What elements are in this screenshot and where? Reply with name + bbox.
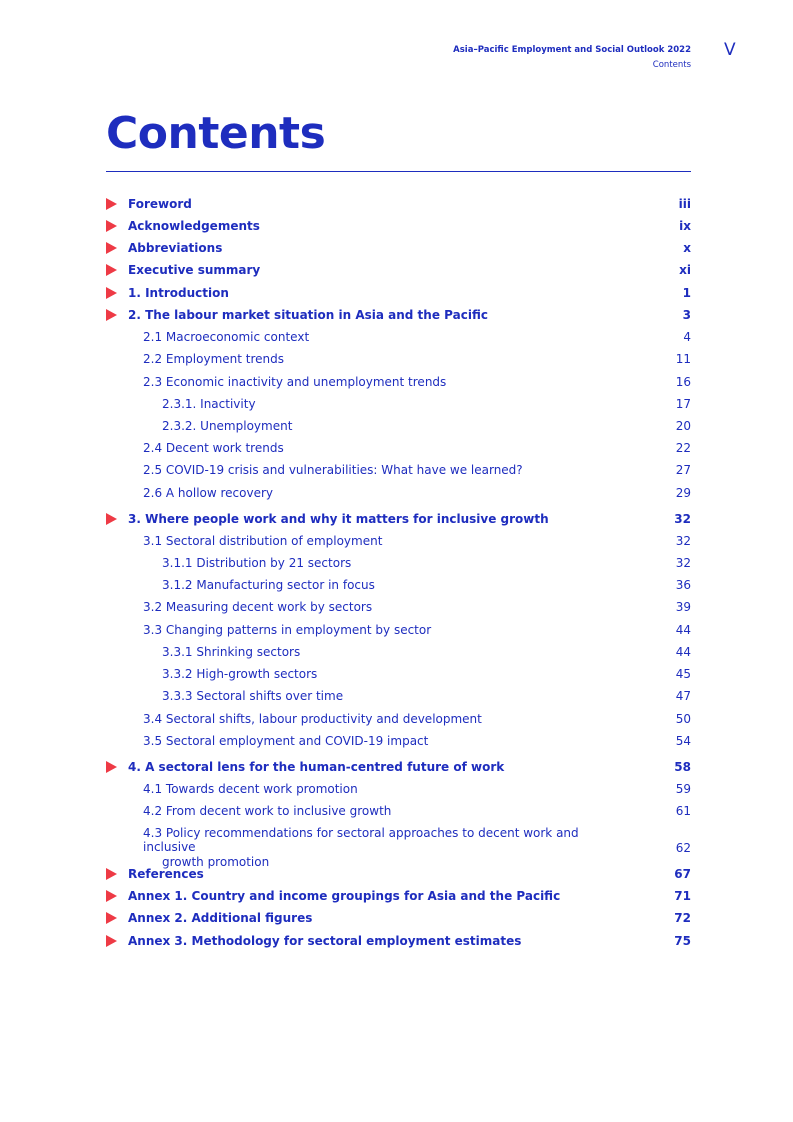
toc-entry-label[interactable] — [143, 826, 613, 869]
toc-page-number[interactable]: xi — [679, 263, 691, 277]
toc-entry-label[interactable] — [143, 804, 391, 818]
toc-page-number[interactable]: 36 — [675, 578, 691, 592]
toc-entry[interactable] — [106, 441, 691, 463]
toc-entry[interactable] — [106, 486, 691, 508]
toc-entry-label[interactable] — [162, 419, 292, 433]
toc-entry-label[interactable] — [143, 375, 446, 389]
toc-page-number[interactable]: ix — [679, 219, 691, 233]
toc-entry[interactable] — [106, 867, 691, 889]
toc-page-number[interactable]: 11 — [675, 352, 691, 366]
toc-entry[interactable] — [106, 645, 691, 667]
page-title: Contents — [106, 108, 326, 159]
section-name: Contents — [652, 60, 691, 70]
toc-entry-text: 4.3 Policy recommendations for sectoral approaches to decent work and inclusive — [143, 826, 579, 854]
toc-page-number[interactable]: 72 — [674, 911, 691, 925]
toc-entry-text: 3.3.1 Shrinking sectors — [162, 645, 301, 659]
triangle-bullet-icon — [106, 220, 117, 232]
toc-entry[interactable] — [106, 556, 691, 578]
toc-entry-text: 4.2 From decent work to inclusive growth — [143, 804, 392, 818]
toc-entry-text: Annex 3. Methodology for sectoral employment estimates — [128, 934, 522, 948]
toc-entry[interactable] — [106, 512, 691, 534]
toc-entry-text: Foreword — [128, 197, 192, 211]
toc-entry[interactable] — [106, 760, 691, 782]
toc-page-number[interactable]: 1 — [682, 286, 691, 300]
toc-entry-label[interactable] — [128, 512, 549, 526]
toc-entry[interactable] — [106, 197, 691, 219]
toc-page-number[interactable]: 50 — [675, 712, 691, 726]
toc-entry-label[interactable] — [162, 556, 351, 570]
toc-page-number[interactable]: 20 — [675, 419, 691, 433]
toc-entry-label[interactable] — [128, 760, 504, 774]
toc-entry-label[interactable] — [128, 934, 521, 948]
toc-entry-text: 2.3.1. Inactivity — [162, 397, 256, 411]
triangle-bullet-icon — [106, 513, 117, 525]
toc-entry[interactable] — [106, 330, 691, 352]
toc-entry-text: 3.3 Changing patterns in employment by sector — [143, 623, 432, 637]
toc-entry-text: 2. The labour market situation in Asia and the Pacific — [128, 308, 488, 322]
toc-entry-label[interactable] — [143, 441, 284, 455]
toc-entry-text: 2.3.2. Unemployment — [162, 419, 293, 433]
toc-entry[interactable] — [106, 419, 691, 441]
toc-page-number[interactable]: 61 — [675, 804, 691, 818]
toc-page-number[interactable]: 71 — [674, 889, 691, 903]
toc-entry[interactable] — [106, 241, 691, 263]
toc-entry-text: Abbreviations — [128, 241, 223, 255]
toc-entry-label[interactable] — [162, 578, 375, 592]
toc-entry-text: 4. A sectoral lens for the human-centred future of work — [128, 760, 505, 774]
toc-entry[interactable] — [106, 689, 691, 711]
toc-page-number[interactable]: 22 — [675, 441, 691, 455]
toc-entry-text: 1. Introduction — [128, 286, 229, 300]
toc-entry-label[interactable] — [143, 600, 372, 614]
toc-entry-label[interactable] — [162, 645, 300, 659]
triangle-bullet-icon — [106, 935, 117, 947]
toc-entry-label[interactable] — [143, 734, 428, 748]
toc-page-number[interactable]: 32 — [675, 534, 691, 548]
toc-entry-label[interactable] — [143, 463, 523, 477]
toc-entry-text: 3.3.2 High-growth sectors — [162, 667, 318, 681]
toc-page-number[interactable]: iii — [678, 197, 691, 211]
toc-page-number[interactable]: 58 — [674, 760, 691, 774]
toc-entry-label[interactable] — [128, 889, 560, 903]
toc-entry-text: Executive summary — [128, 263, 261, 277]
toc-page-number[interactable]: 32 — [675, 556, 691, 570]
toc-entry-label[interactable] — [128, 241, 222, 255]
toc-entry-label[interactable] — [143, 712, 482, 726]
toc-entry[interactable] — [106, 600, 691, 622]
toc-entry-text: 3.1 Sectoral distribution of employment — [143, 534, 383, 548]
toc-entry-label[interactable] — [143, 486, 273, 500]
toc-entry[interactable] — [106, 352, 691, 374]
toc-entry-text: 2.2 Employment trends — [143, 352, 284, 366]
toc-entry-label[interactable] — [143, 623, 431, 637]
triangle-bullet-icon — [106, 912, 117, 924]
toc-entry-text: Acknowledgements — [128, 219, 260, 233]
toc-entry-text: 3. Where people work and why it matters for inclusive growth — [128, 512, 549, 526]
toc-entry-label[interactable] — [162, 667, 317, 681]
toc-page-number[interactable]: 45 — [675, 667, 691, 681]
toc-page-number[interactable]: 75 — [674, 934, 691, 948]
toc-page-number[interactable]: 27 — [675, 463, 691, 477]
toc-entry-label[interactable] — [143, 782, 358, 796]
toc-entry-label[interactable] — [128, 219, 260, 233]
toc-entry[interactable] — [106, 463, 691, 485]
toc-entry-text: 3.5 Sectoral employment and COVID-19 impact — [143, 734, 429, 748]
triangle-bullet-icon — [106, 287, 117, 299]
triangle-bullet-icon — [106, 309, 117, 321]
toc-entry-text: 2.1 Macroeconomic context — [143, 330, 310, 344]
toc-page-number[interactable]: 32 — [674, 512, 691, 526]
toc-entry[interactable] — [106, 667, 691, 689]
toc-entry-text: 4.1 Towards decent work promotion — [143, 782, 358, 796]
toc-entry-label[interactable] — [128, 263, 260, 277]
toc-entry-text: 3.3.3 Sectoral shifts over time — [162, 689, 344, 703]
toc-entry[interactable] — [106, 397, 691, 419]
triangle-bullet-icon — [106, 890, 117, 902]
toc-entry-label[interactable] — [128, 867, 204, 881]
toc-entry-label[interactable] — [143, 330, 309, 344]
toc-entry[interactable] — [106, 826, 691, 869]
toc-entry-text: 3.1.2 Manufacturing sector in focus — [162, 578, 375, 592]
triangle-bullet-icon — [106, 868, 117, 880]
toc-entry[interactable] — [106, 934, 691, 956]
toc-entry[interactable] — [106, 712, 691, 734]
toc-entry-text: Annex 1. Country and income groupings for Asia and the Pacific — [128, 889, 561, 903]
toc-entry[interactable] — [106, 804, 691, 826]
toc-page-number[interactable]: 54 — [675, 734, 691, 748]
triangle-bullet-icon — [106, 761, 117, 773]
toc-entry-text: Annex 2. Additional figures — [128, 911, 313, 925]
toc-entry[interactable] — [106, 219, 691, 241]
toc-page-number[interactable]: 39 — [675, 600, 691, 614]
toc-entry-text: References — [128, 867, 204, 881]
toc-page-number[interactable]: 59 — [675, 782, 691, 796]
toc-entry-text: 2.5 COVID-19 crisis and vulnerabilities: What have we learned? — [143, 463, 523, 477]
toc-entry-text: 2.4 Decent work trends — [143, 441, 284, 455]
toc-entry[interactable] — [106, 911, 691, 933]
triangle-bullet-icon — [106, 264, 117, 276]
toc-page-number[interactable]: 67 — [674, 867, 691, 881]
toc-page-number[interactable]: x — [683, 241, 691, 255]
toc-page-number[interactable]: 29 — [675, 486, 691, 500]
triangle-bullet-icon — [106, 242, 117, 254]
toc-page-number[interactable]: 17 — [675, 397, 691, 411]
page-number: V — [724, 40, 736, 60]
toc-entry[interactable] — [106, 263, 691, 285]
toc-entry-label[interactable] — [128, 286, 229, 300]
toc-entry-label[interactable] — [162, 397, 256, 411]
toc-entry-label[interactable] — [162, 689, 343, 703]
toc-page-number[interactable]: 44 — [675, 623, 691, 637]
toc-entry[interactable] — [106, 734, 691, 756]
toc-entry-label[interactable] — [128, 308, 488, 322]
toc-page-number[interactable]: 47 — [675, 689, 691, 703]
toc-entry-label[interactable] — [143, 352, 284, 366]
toc-entry-text-continued: growth promotion — [162, 855, 270, 869]
toc-page-number[interactable]: 62 — [675, 841, 691, 855]
triangle-bullet-icon — [106, 198, 117, 210]
toc-entry-text: 3.1.1 Distribution by 21 sectors — [162, 556, 352, 570]
toc-entry-text: 2.6 A hollow recovery — [143, 486, 274, 500]
toc-page-number[interactable]: 44 — [675, 645, 691, 659]
toc-entry[interactable] — [106, 308, 691, 330]
toc-entry-label[interactable] — [128, 197, 192, 211]
toc-entry-label[interactable] — [143, 534, 382, 548]
toc-entry-label[interactable] — [128, 911, 312, 925]
toc-entry[interactable] — [106, 782, 691, 804]
toc-entry[interactable] — [106, 375, 691, 397]
toc-entry[interactable] — [106, 889, 691, 911]
toc-entry[interactable] — [106, 534, 691, 556]
toc-page-number[interactable]: 4 — [683, 330, 691, 344]
toc-entry[interactable] — [106, 286, 691, 308]
toc-entry-text: 3.4 Sectoral shifts, labour productivity and development — [143, 712, 482, 726]
toc-entry-text: 3.2 Measuring decent work by sectors — [143, 600, 373, 614]
toc-entry[interactable] — [106, 623, 691, 645]
publication-title: Asia–Pacific Employment and Social Outlook 2022 — [453, 45, 691, 55]
toc-page-number[interactable]: 16 — [675, 375, 691, 389]
toc-page-number[interactable]: 3 — [682, 308, 691, 322]
toc-entry-text: 2.3 Economic inactivity and unemployment trends — [143, 375, 447, 389]
toc-entry[interactable] — [106, 578, 691, 600]
